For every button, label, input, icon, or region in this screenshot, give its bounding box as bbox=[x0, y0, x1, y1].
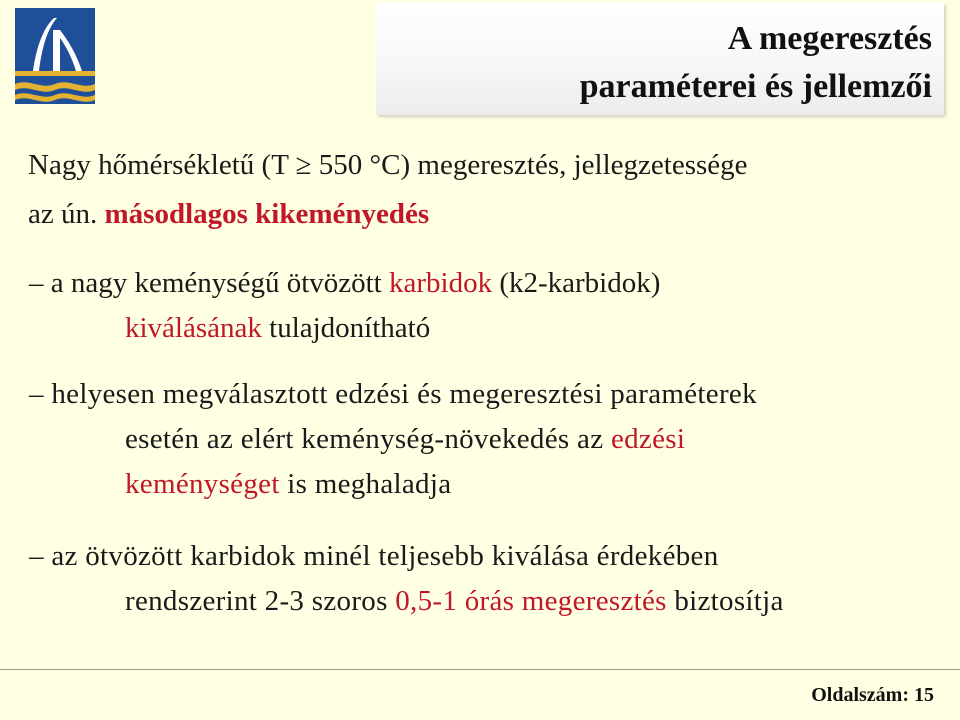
slide-title bbox=[376, 3, 944, 115]
bullet-2-line-3 bbox=[125, 465, 451, 503]
university-logo-icon bbox=[15, 8, 95, 104]
slide-title-line1: A megeresztés bbox=[727, 20, 932, 57]
slide-title-line2: paraméterei és jellemzői bbox=[579, 68, 932, 105]
bullet-3-line-2-text-b: biztosítja bbox=[666, 585, 784, 617]
bullet-1-line-1 bbox=[29, 264, 660, 302]
footer-divider bbox=[0, 669, 960, 670]
bullet-3-text-a: az ötvözött karbidok minél teljesebb kiválása érdekében bbox=[43, 540, 719, 572]
intro-line-1: Nagy hőmérsékletű (T ≥ 550 °C) megeresztés, jellegzetessége bbox=[28, 149, 748, 181]
bullet-3-line-2-text: rendszerint 2-3 szoros bbox=[125, 585, 396, 617]
bullet-2-line-2-text: esetén az elért keménység-növekedés az bbox=[125, 423, 611, 455]
intro-prefix: az ún. bbox=[28, 198, 105, 230]
intro-highlight: másodlagos kikeményedés bbox=[104, 198, 430, 230]
bullet-1-line-2-text: tulajdonítható bbox=[261, 312, 431, 344]
bullet-dash: – bbox=[29, 267, 44, 299]
bullet-2-line-2-highlight: edzési bbox=[610, 423, 686, 455]
bullet-3-line-2 bbox=[125, 582, 784, 620]
bullet-1-line-2 bbox=[125, 309, 430, 347]
intro-line-2 bbox=[28, 195, 429, 233]
bullet-2-line-1 bbox=[29, 375, 757, 413]
bullet-2-line-3-highlight: keménységet bbox=[125, 468, 280, 500]
bullet-3-line-1 bbox=[29, 537, 719, 575]
bullet-1-text-a: a nagy keménységű ötvözött bbox=[43, 267, 389, 299]
page-number: Oldalszám: 15 bbox=[811, 684, 934, 706]
bullet-dash: – bbox=[29, 378, 44, 410]
bullet-1-line-2-highlight: kiválásának bbox=[125, 312, 262, 344]
bullet-dash: – bbox=[29, 540, 44, 572]
bullet-1-text-b: (k2-karbidok) bbox=[492, 267, 661, 299]
bullet-2-line-2 bbox=[125, 420, 685, 458]
bullet-2-text-a: helyesen megválasztott edzési és megeresztési paraméterek bbox=[43, 378, 757, 410]
bullet-2-line-3-text: is meghaladja bbox=[279, 468, 452, 500]
bullet-1-highlight: karbidok bbox=[389, 267, 493, 299]
bullet-3-line-2-highlight: 0,5-1 órás megeresztés bbox=[395, 585, 667, 617]
